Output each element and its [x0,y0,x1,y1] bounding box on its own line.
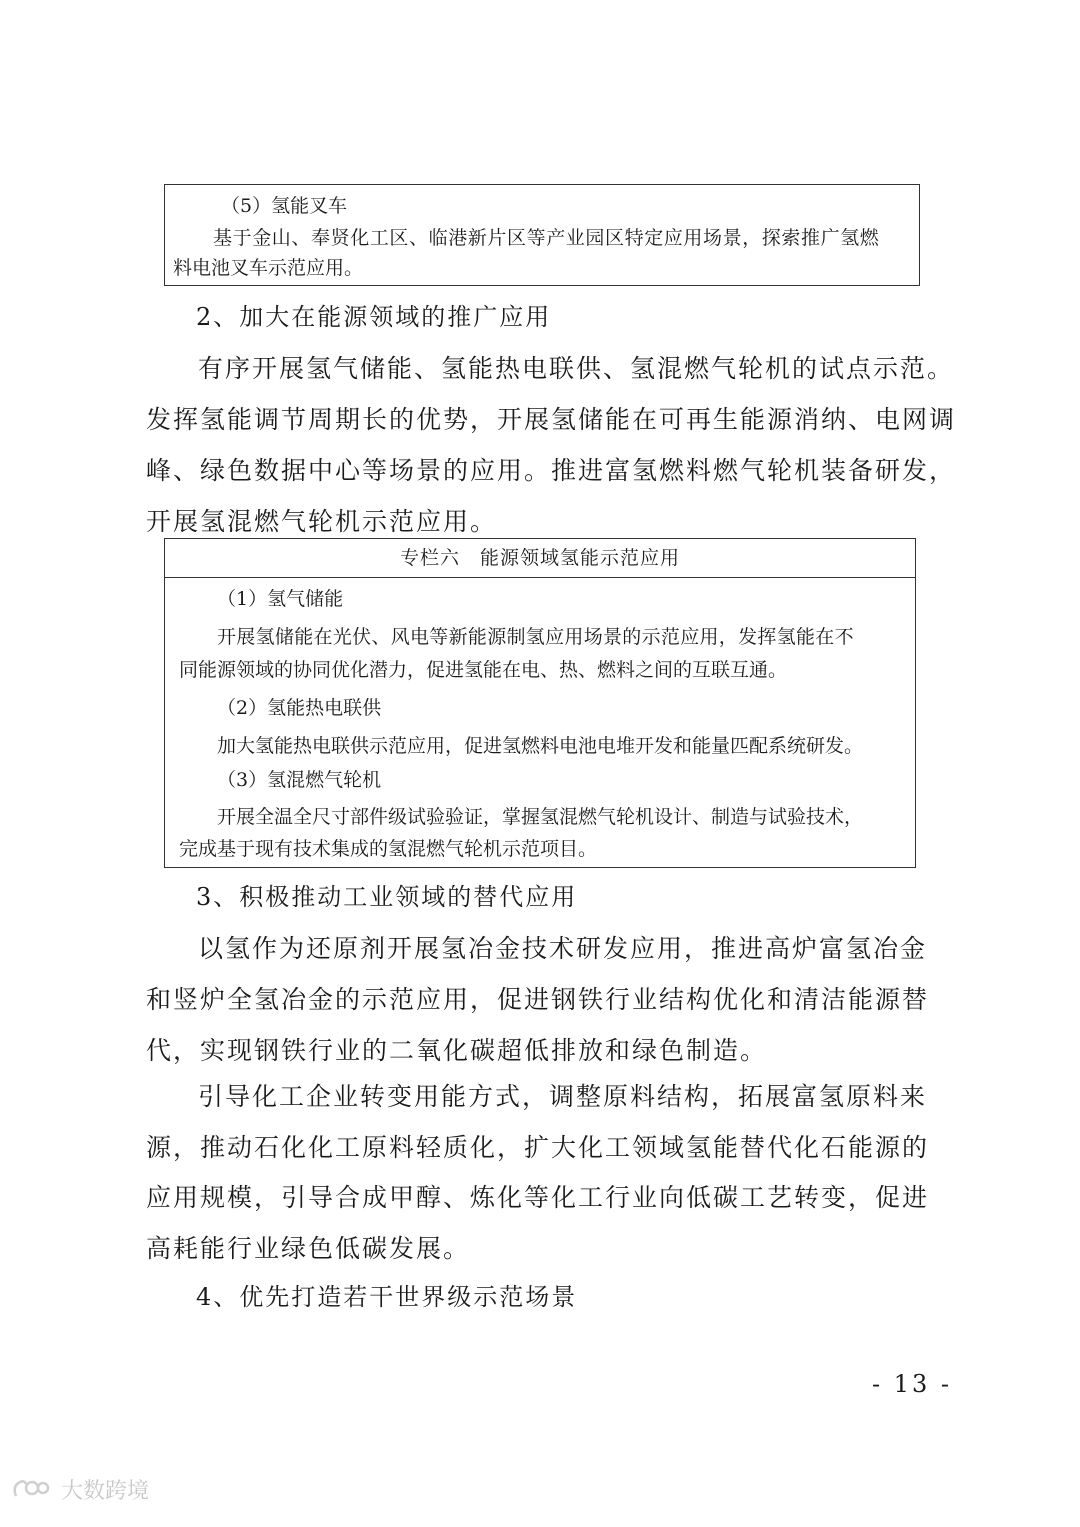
box-hydrogen-forklift [164,184,920,286]
section4-heading: 4、优先打造若干世界级示范场景 [196,1283,578,1311]
section3-p2-line1: 引导化工企业转变用能方式，调整原料结构，拓展富氢原料来 [198,1082,928,1111]
section2-heading: 2、加大在能源领域的推广应用 [196,303,552,331]
item2-title: （2）氢能热电联供 [217,697,382,719]
item3-line1: 开展全温全尺寸部件级试验验证，掌握氢混燃气轮机设计、制造与试验技术， [217,806,864,828]
section3-p2-line2: 源，推动石化化工原料轻质化，扩大化工领域氢能替代化石能源的 [146,1133,930,1162]
section3-p1-line3: 代，实现钢铁行业的二氧化碳超低排放和绿色制造。 [146,1036,768,1065]
section2-p1-line1: 有序开展氢气储能、氢能热电联供、氢混燃气轮机的试点示范。 [198,354,955,383]
item5-line1: 基于金山、奉贤化工区、临港新片区等产业园区特定应用场景，探索推广氢燃 [213,227,880,249]
section3-p2-line3: 应用规模，引导合成甲醇、炼化等化工行业向低碳工艺转变，促进 [146,1183,930,1212]
section3-p1-line1: 以氢作为还原剂开展氢冶金技术研发应用，推进高炉富氢冶金 [198,934,928,963]
watermark [10,1474,149,1508]
item1-line2: 同能源领域的协同优化潜力，促进氢能在电、热、燃料之间的互联互通。 [179,659,788,681]
item5-line2: 料电池叉车示范应用。 [173,257,364,279]
column6-title: 专栏六 能源领域氢能示范应用 [165,539,915,578]
watermark-text: 大数跨境 [61,1479,150,1504]
column6-box [164,538,916,868]
item3-line2: 完成基于现有技术集成的氢混燃气轮机示范项目。 [179,838,598,860]
section2-p1-line2: 发挥氢能调节周期长的优势，开展氢储能在可再生能源消纳、电网调 [146,405,957,434]
section2-p1-line3: 峰、绿色数据中心等场景的应用。推进富氢燃料燃气轮机装备研发， [146,456,957,485]
item2-line1: 加大氢能热电联供示范应用，促进氢燃料电池电堆开发和能量匹配系统研发。 [217,735,864,757]
item5-title: （5）氢能叉车 [221,195,348,217]
section3-p2-line4: 高耗能行业绿色低碳发展。 [146,1234,471,1263]
watermark-logo-icon [10,1476,50,1508]
section3-heading: 3、积极推动工业领域的替代应用 [196,883,578,911]
item1-title: （1）氢气储能 [217,588,344,610]
section2-p1-line4: 开展氢混燃气轮机示范应用。 [146,507,498,536]
page-number: - 13 - [872,1370,953,1398]
item3-title: （3）氢混燃气轮机 [217,769,382,791]
item1-line1: 开展氢储能在光伏、风电等新能源制氢应用场景的示范应用，发挥氢能在不 [217,626,854,648]
section3-p1-line2: 和竖炉全氢冶金的示范应用，促进钢铁行业结构优化和清洁能源替 [146,985,930,1014]
